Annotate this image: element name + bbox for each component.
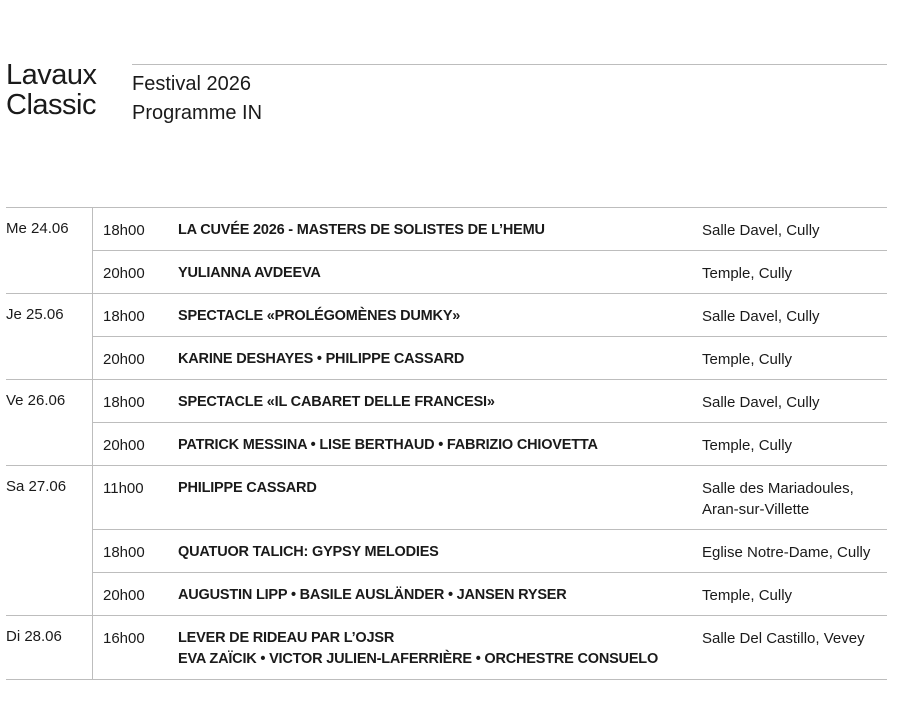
event-title-line: EVA ZAÏCIK • VICTOR JULIEN-LAFERRIÈRE • ORCHESTRE CONSUELO: [178, 651, 659, 667]
festival-title: [132, 70, 262, 128]
event-venue: [702, 542, 887, 563]
day-date: Me 24.06: [6, 208, 93, 293]
event-venue: [702, 220, 887, 241]
day-events: [93, 466, 887, 615]
event-title-line: AUGUSTIN LIPP • BASILE AUSLÄNDER • JANSEN RYSER: [178, 587, 567, 603]
event-row: [93, 208, 887, 251]
event-row: [93, 251, 887, 293]
logo-line-1: Lavaux: [6, 59, 97, 91]
event-time: 18h00: [103, 222, 145, 239]
event-row: [93, 573, 887, 615]
event-title: [178, 478, 702, 520]
event-row: [93, 294, 887, 337]
event-venue-line: Aran-sur-Villette: [702, 501, 810, 518]
event-title: [178, 263, 702, 284]
event-title-line: PHILIPPE CASSARD: [178, 480, 317, 496]
event-title-line: LEVER DE RIDEAU PAR L’OJSR: [178, 630, 395, 646]
event-time: 18h00: [103, 308, 145, 325]
event-venue-line: Salle Davel, Cully: [702, 308, 820, 325]
event-title-line: PATRICK MESSINA • LISE BERTHAUD • FABRIZIO CHIOVETTA: [178, 437, 598, 453]
schedule-table: [6, 207, 887, 680]
event-time: 20h00: [103, 265, 145, 282]
day-date: Je 25.06: [6, 294, 93, 379]
event-title-line: LA CUVÉE 2026 - MASTERS DE SOLISTES DE L’HEMU: [178, 222, 545, 238]
day-events: [93, 208, 887, 293]
event-title: [178, 585, 702, 606]
event-title-line: YULIANNA AVDEEVA: [178, 265, 321, 281]
event-venue: [702, 392, 887, 413]
event-venue: [702, 628, 887, 670]
festival-year: Festival 2026: [132, 73, 251, 95]
event-venue-line: Salle Del Castillo, Vevey: [702, 630, 865, 647]
day-group: [6, 380, 887, 466]
event-row: [93, 466, 887, 530]
event-title: [178, 220, 702, 241]
event-title: [178, 349, 702, 370]
event-title: [178, 542, 702, 563]
day-events: [93, 380, 887, 465]
header-divider: [132, 64, 887, 65]
event-venue-line: Temple, Cully: [702, 587, 793, 604]
event-row: [93, 616, 887, 679]
day-group: [6, 294, 887, 380]
day-events: [93, 294, 887, 379]
event-title: [178, 435, 702, 456]
day-group: [6, 616, 887, 680]
day-date: Sa 27.06: [6, 466, 93, 615]
event-row: [93, 380, 887, 423]
event-venue-line: Temple, Cully: [702, 437, 793, 454]
day-date: Ve 26.06: [6, 380, 93, 465]
event-venue-line: Salle Davel, Cully: [702, 394, 820, 411]
event-title-line: QUATUOR TALICH: GYPSY MELODIES: [178, 544, 439, 560]
festival-logo: [6, 60, 97, 120]
event-row: [93, 423, 887, 465]
page-header: [0, 0, 900, 140]
day-date: Di 28.06: [6, 616, 93, 679]
event-time: 16h00: [103, 630, 145, 647]
event-venue: [702, 585, 887, 606]
event-time: 18h00: [103, 394, 145, 411]
event-title: [178, 306, 702, 327]
event-row: [93, 337, 887, 379]
event-title-line: SPECTACLE «IL CABARET DELLE FRANCESI»: [178, 394, 495, 410]
day-group: [6, 466, 887, 616]
event-venue-line: Temple, Cully: [702, 265, 793, 282]
event-time: 20h00: [103, 351, 145, 368]
event-time: 18h00: [103, 544, 145, 561]
event-title: [178, 628, 702, 670]
event-time: 20h00: [103, 587, 145, 604]
day-events: [93, 616, 887, 679]
event-venue-line: Salle Davel, Cully: [702, 222, 820, 239]
event-venue-line: Eglise Notre-Dame, Cully: [702, 544, 871, 561]
event-title-line: KARINE DESHAYES • PHILIPPE CASSARD: [178, 351, 465, 367]
event-title-line: SPECTACLE «PROLÉGOMÈNES DUMKY»: [178, 308, 461, 324]
event-time: 20h00: [103, 437, 145, 454]
day-group: [6, 208, 887, 294]
event-time: 11h00: [103, 480, 144, 497]
event-venue: [702, 478, 887, 520]
event-venue-line: Temple, Cully: [702, 351, 793, 368]
event-venue: [702, 263, 887, 284]
event-venue: [702, 349, 887, 370]
event-title: [178, 392, 702, 413]
logo-line-2: Classic: [6, 89, 96, 121]
event-venue: [702, 306, 887, 327]
event-row: [93, 530, 887, 573]
event-venue: [702, 435, 887, 456]
programme-label: Programme IN: [132, 102, 263, 124]
event-venue-line: Salle des Mariadoules,: [702, 480, 854, 497]
